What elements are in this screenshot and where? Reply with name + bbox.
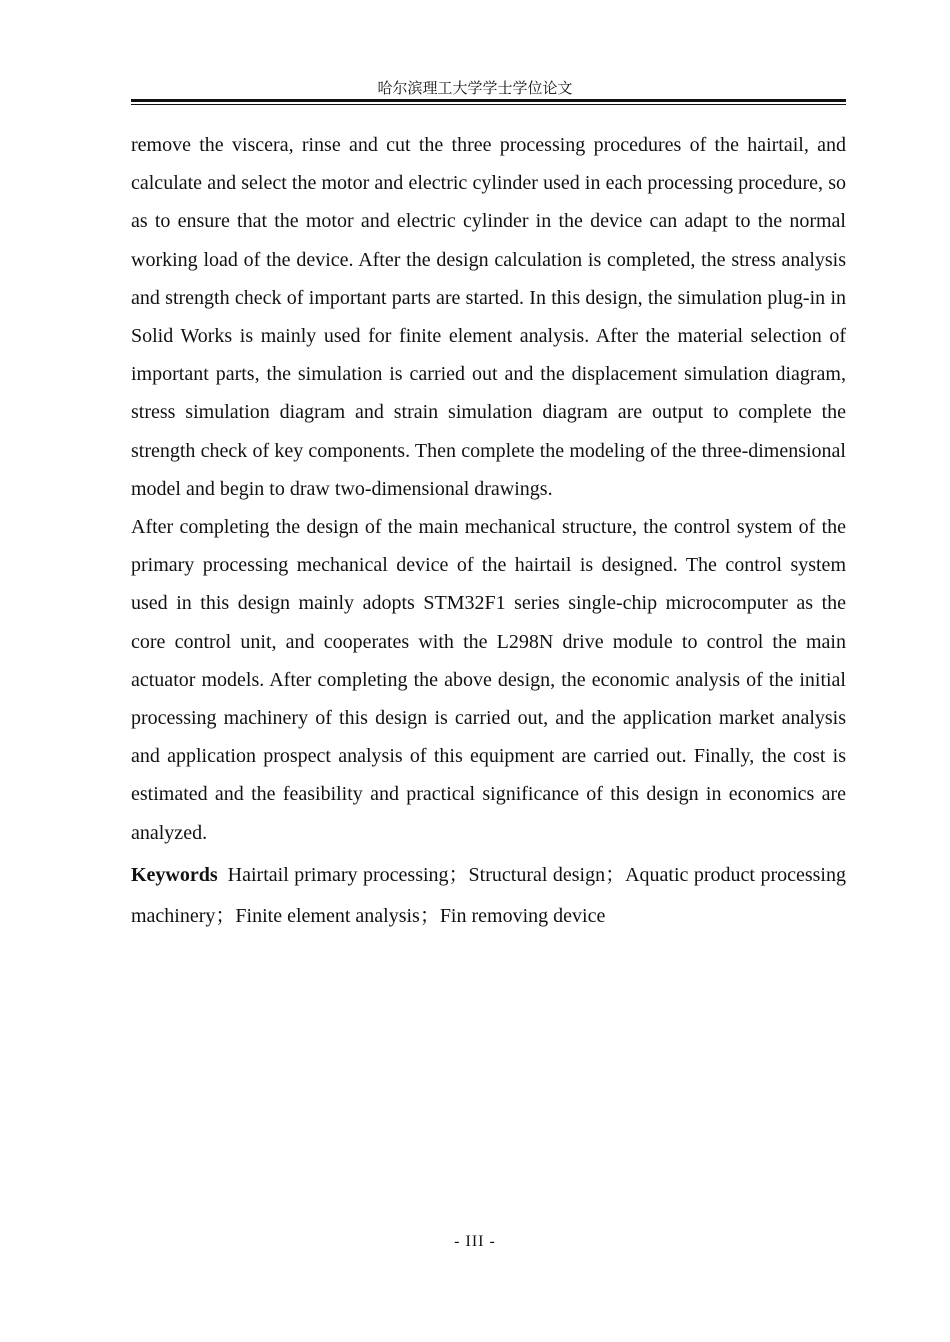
abstract-paragraph-2: After completing the design of the main mechanical structure, the control system of the primary processing mechanical device of the hairtail is designed. The control system used in this design mainly adopts STM32F1 series single-chip microcomputer as the core control unit, and cooperates with the L298N drive module to control the main actuator models. After completing the above design, the economic analysis of the initial processing machinery of this design is carried out, and the application market analysis and application prospect analysis of this equipment are carried out. Finally, the cost is estimated and the feasibility and practical significance of this design in economics are analyzed. [131,516,846,844]
keyword-item: Structural design [468,863,606,886]
keyword-separator: ； [448,861,469,886]
keywords-label: Keywords [131,863,218,886]
running-header: 哈尔滨理工大学学士学位论文 [377,79,573,97]
keyword-item: Fin removing device [439,904,606,927]
keyword-separator: ； [605,861,626,886]
keyword-separator: ； [215,902,236,927]
page-number: - III - [454,1233,496,1250]
abstract-body [131,126,846,936]
header-rule-thick [131,99,846,102]
header-rule-thin [131,104,846,105]
keyword-item: Finite element analysis [235,904,420,927]
keyword-item: Hairtail primary processing [227,863,449,886]
keyword-separator: ； [419,902,440,927]
keyword-item: Aquatic product processing machinery [131,863,846,927]
keywords-line [131,854,846,936]
abstract-paragraph-1: remove the viscera, rinse and cut the three processing procedures of the hairtail, and calculate and select the motor and electric cylinder used in each processing procedure, so as to ensure that the motor and electric cylinder in the device can adapt to the normal working load of the device. After the design calculation is completed, the stress analysis and strength check of important parts are started. In this design, the simulation plug-in in Solid Works is mainly used for finite element analysis. After the material selection of important parts, the simulation is carried out and the displacement simulation diagram, stress simulation diagram and strain simulation diagram are output to complete the strength check of key components. Then complete the modeling of the three-dimensional model and begin to draw two-dimensional drawings. [131,134,846,500]
